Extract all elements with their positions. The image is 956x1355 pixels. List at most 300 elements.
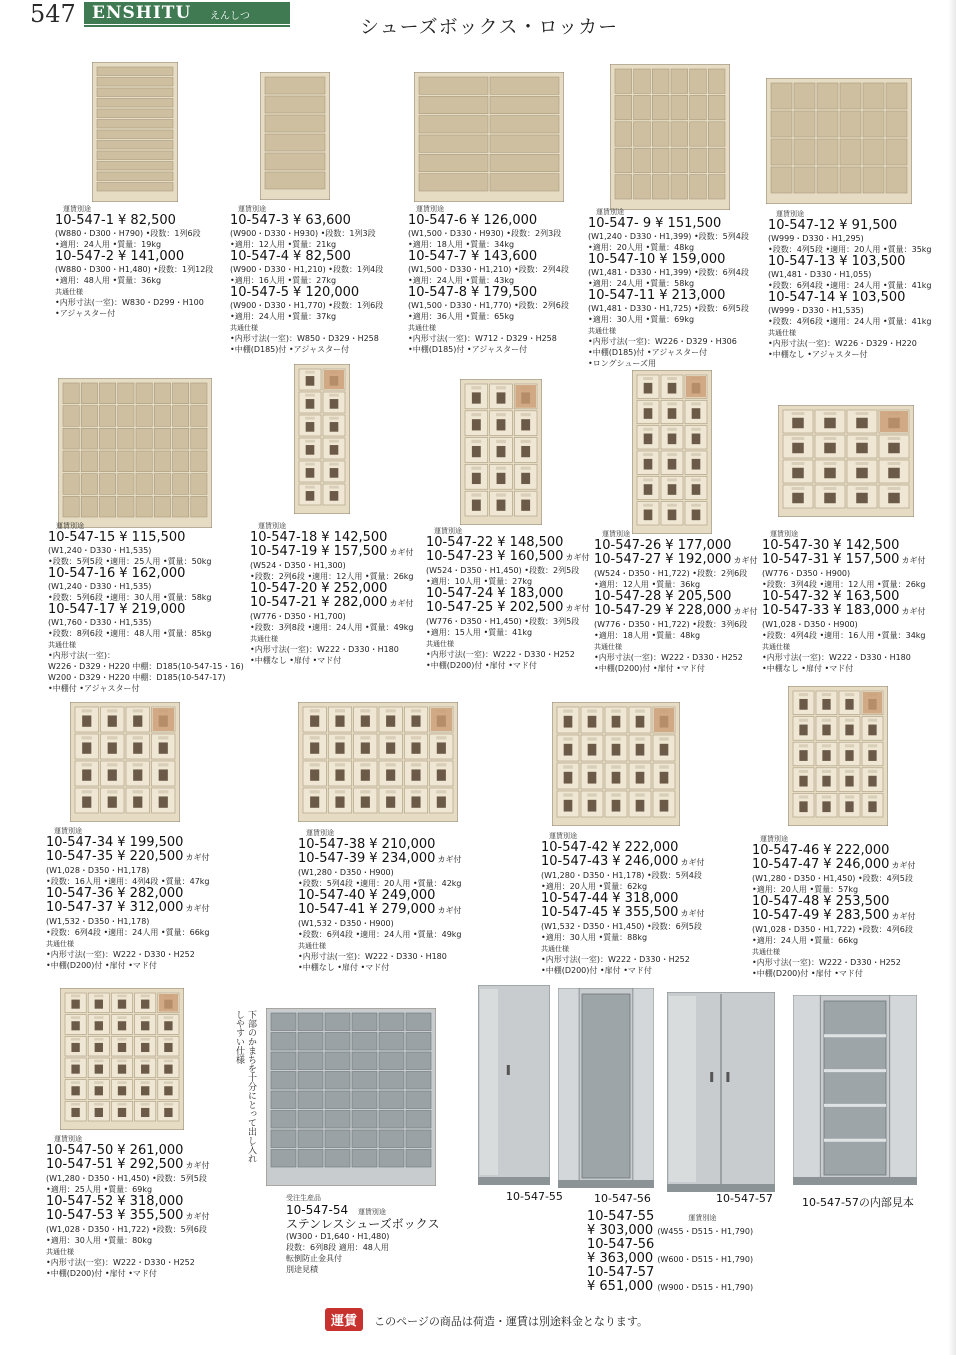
product-price: ¥ 103,500 [839,290,906,305]
product-spec: (W776・D350・H1,700) [250,612,346,621]
product-price: ¥ 82,500 [293,249,351,264]
product-spec: •適用：30人用 •質量：80kg [46,1236,153,1245]
price-row [426,550,589,565]
product-spec: •適用：30人用 •質量：69kg [588,315,695,324]
product-code: 10-547-32 [762,589,830,604]
footer-note: このページの商品は荷造・運賃は別途料金となります。 [374,1314,649,1328]
shoe-locker-icon [788,686,888,826]
shipping-note: 運賃別途 [776,210,804,218]
product-code: 10-547-14 [768,290,836,305]
stainless-cabinet-icon [793,995,917,1185]
product-entry [752,835,915,979]
common-spec-heading: 共通仕様 [762,643,790,651]
product-spec: (W1,500・D330・H1,210) •段数：2列4段 [408,265,569,274]
product-spec: •適用：24人用 •質量：19kg [55,240,162,249]
stainless-cabinet-picture [793,995,917,1185]
price-row [594,553,757,568]
shoe-rack-icon [414,72,564,202]
common-spec-line: •ロングシューズ用 [588,359,656,368]
product-entry [48,522,244,694]
product-entry [46,827,210,971]
product-spec: •適用：18人用 •質量：34kg [408,240,515,249]
stainless-cabinet-icon [478,985,550,1185]
product-spec: (W999・D330・H1,535) [768,306,864,315]
price-row [46,1158,209,1173]
product-price: ¥ 103,500 [839,254,906,269]
product-spec: (W1,280・D350・H1,450) •段数：5列5段 [46,1174,207,1183]
product-code: 10-547-35 [46,849,114,864]
product-code: 10-547-21 [250,595,318,610]
product-price: ¥ 318,000 [117,1194,184,1209]
product-spec: (W776・D350・H1,722) •段数：3列6段 [594,620,748,629]
product-spec: •適用：30人用 •質量：88kg [541,933,648,942]
shipping-note: 運賃別途 [306,829,334,837]
price-row [46,1144,209,1158]
price-row [46,850,210,865]
product-price: ¥ 202,500 [497,600,564,615]
price-row [588,217,749,231]
product-entry [55,205,213,319]
common-spec-line: •中棚(D185)付 •アジャスター付 [230,345,350,354]
shipping-badge: 運賃 [325,1308,363,1331]
common-spec-line: •内形寸法(一室)： [48,651,115,660]
common-spec-heading: 共通仕様 [594,643,622,651]
shoe-locker-icon [70,702,180,822]
shoe-rack-icon [610,64,730,210]
product-spec: •適用：24人用 •質量：66kg [752,936,859,945]
shipping-note: 運賃別途 [434,527,462,535]
cabinet-caption: 10-547-57 [716,1192,773,1205]
price-row [408,286,569,300]
shipping-note: 運賃別途 [596,208,624,216]
product-spec: 別途見積 [286,1265,318,1274]
product-spec: •段数：6列4段 •適用：24人用 •質量：49kg [298,930,462,939]
price-row [541,906,704,921]
product-spec: •適用：12人用 •質量：21kg [230,240,337,249]
lock-option-label: カギ付 [185,1161,210,1170]
product-spec: •段数：8列6段 •適用：48人用 •質量：85kg [48,629,212,638]
product-price: ¥ 142,500 [833,538,900,553]
shoe-locker-icon [778,405,914,517]
common-spec-heading: 共通仕様 [48,641,76,649]
product-code: 10-547-20 [250,581,318,596]
shipping-note: 運賃別途 [357,1208,386,1216]
price-row [55,214,213,228]
product-spec: •段数：4列4段 •適用：16人用 •質量：34kg [762,631,926,640]
price-row [541,892,704,906]
product-price: ¥ 143,600 [471,249,538,264]
product-price: ¥ 183,000 [833,603,900,618]
shoe-locker-picture [778,405,914,517]
product-code: 10-547-28 [594,589,662,604]
product-price: ¥ 157,500 [833,552,900,567]
product-price: ¥ 219,000 [119,602,186,617]
product-code: 10-547-34 [46,835,114,850]
price-row [762,604,926,619]
product-code: 10-547-30 [762,538,830,553]
common-spec-line: •内形寸法(一室)：W222・D330・H252 [752,958,901,967]
product-price: ¥ 363,000 [587,1251,654,1266]
product-spec: •適用：24人用 •質量：37kg [230,312,337,321]
product-price: ¥ 163,500 [833,589,900,604]
common-spec-line: •内形寸法(一室)：W222・D330・H252 [46,1258,195,1267]
price-row [594,590,757,604]
brand-underline [84,25,290,27]
shoe-rack-icon [260,72,330,200]
product-code: 10-547-50 [46,1143,114,1158]
price-row [250,531,414,545]
page-footer [325,1308,648,1330]
product-entry [426,527,589,671]
product-code: 10-547-38 [298,837,366,852]
stainless-cabinet-picture [558,988,654,1188]
product-price: ¥ 179,500 [471,285,538,300]
product-code: 10-547-23 [426,549,494,564]
product-code: 10-547-1 [55,213,115,228]
product-price: ¥ 651,000 [587,1279,654,1294]
product-price: ¥ 246,000 [612,854,679,869]
common-spec-line: •中棚(D185)付 •アジャスター付 [588,348,708,357]
common-spec-line: •中棚なし •扉付 •マド付 [250,656,342,665]
product-spec: (W900・D515・H1,790) [657,1283,754,1292]
common-spec-line: •内形寸法(一室)：W222・D330・H252 [46,950,195,959]
product-code: 10-547-43 [541,854,609,869]
common-spec-heading: 共通仕様 [426,640,454,648]
product-entry [408,205,569,355]
product-spec: 段数：6列8段 適用：48人用 [286,1243,389,1252]
product-entry [46,1135,209,1279]
product-spec: (W1,532・D350・H900) [298,919,394,928]
product-price: ¥ 312,000 [117,900,184,915]
product-spec: •適用：20人用 •質量：62kg [541,882,648,891]
brand-bar [84,2,290,24]
price-row [250,596,414,611]
product-spec: •段数：3列8段 •適用：24人用 •質量：49kg [250,623,414,632]
stainless-cabinet-prices [587,1210,753,1294]
product-entry [588,208,749,369]
product-price: ¥ 228,000 [665,603,732,618]
price-row [426,536,589,550]
product-code: 10-547-2 [55,249,115,264]
product-price: ¥ 148,500 [497,535,564,550]
product-price: ¥ 205,500 [665,589,732,604]
product-code: 10-547-48 [752,894,820,909]
common-spec-line: •中棚(D185)付 •アジャスター付 [408,345,528,354]
product-spec: (W1,240・D330・H1,399) •段数：5列4段 [588,232,749,241]
price-row [426,601,589,616]
product-spec: (W1,481・D330・H1,055) [768,270,872,279]
product-price: ¥ 303,000 [587,1223,654,1238]
price-row [46,1209,209,1224]
product-code: 10-547-16 [48,566,116,581]
product-spec: •段数：5列5段 •適用：25人用 •質量：50kg [48,557,212,566]
product-code: 10-547-37 [46,900,114,915]
product-name: ステンレスシューズボックス [286,1217,440,1231]
lock-option-label: カギ付 [389,548,414,557]
common-spec-line: •内形寸法(一室)：W830・D299・H100 [55,298,204,307]
common-spec-heading: 共通仕様 [46,1248,74,1256]
shoe-rack-icon [58,378,212,528]
made-to-order-badge: 受注生産品 [286,1194,321,1202]
product-code: 10-547-22 [426,535,494,550]
product-price: ¥ 199,500 [117,835,184,850]
lock-option-label: カギ付 [565,553,590,562]
price-row [426,587,589,601]
product-entry [762,530,926,674]
product-code: 10-547-47 [752,857,820,872]
product-code: 10-547-45 [541,905,609,920]
stainless-cabinet-icon [558,988,654,1188]
product-spec: •段数：5列4段 •適用：20人用 •質量：42kg [298,879,462,888]
price-row [55,250,213,264]
shoe-locker-picture [632,370,712,534]
price-row [768,219,932,233]
product-price: ¥ 318,000 [612,891,679,906]
product-code: 10-547-54 [286,1203,349,1217]
lock-option-label: カギ付 [891,861,916,870]
product-price: ¥ 222,000 [823,843,890,858]
page-title: シューズボックス・ロッカー [360,16,619,38]
price-row [48,567,244,581]
product-price: ¥ 253,500 [823,894,890,909]
product-spec: •段数：3列4段 •適用：12人用 •質量：26kg [762,580,926,589]
shoe-rack-picture [92,62,178,202]
product-spec: •段数：5列6段 •適用：30人用 •質量：58kg [48,593,212,602]
common-spec-line: •内形寸法(一室)：W850・D329・H258 [230,334,379,343]
price-row [762,590,926,604]
brand-name: ENSHITU [92,3,192,23]
common-spec-line: •アジャスター付 [55,309,116,318]
product-code: 10-547-7 [408,249,468,264]
product-entry [594,530,757,674]
product-spec: (W524・D350・H1,300) [250,561,346,570]
lock-option-label: カギ付 [733,556,758,565]
price-row [752,895,915,909]
shoe-rack-picture [414,72,564,202]
product-price: ¥ 120,000 [293,285,360,300]
common-spec-line: •内形寸法(一室)：W226・D329・H220 [768,339,917,348]
product-price: ¥ 183,000 [497,586,564,601]
product-price: ¥ 159,000 [659,252,726,267]
price-row [230,214,383,228]
common-spec-heading: 共通仕様 [752,948,780,956]
shoe-locker-picture [298,702,458,822]
product-spec: •段数：2列6段 •適用：12人用 •質量：26kg [250,572,414,581]
product-price: ¥ 282,000 [321,595,388,610]
product-price: ¥ 115,500 [119,530,186,545]
price-row [768,255,932,269]
product-spec: (W524・D350・H1,722) •段数：2列6段 [594,569,748,578]
price-row [408,250,569,264]
product-entry [250,522,414,666]
product-price: ¥ 246,000 [823,857,890,872]
stainless-cabinet-picture [667,992,775,1192]
price-row [46,1195,209,1209]
product-spec: (W1,028・D350・H900) [762,620,858,629]
price-row [762,539,926,553]
common-spec-heading: 共通仕様 [230,324,258,332]
product-code: 10-547-46 [752,843,820,858]
product-price: ¥ 210,000 [369,837,436,852]
lock-option-label: カギ付 [901,607,926,616]
lock-option-label: カギ付 [733,607,758,616]
product-entry [298,829,462,973]
price-row [541,855,704,870]
product-code: 10-547-6 [408,213,468,228]
lock-option-label: カギ付 [437,855,462,864]
product-spec: (W1,481・D330・H1,725) •段数：6列5段 [588,304,749,313]
lock-option-label: カギ付 [891,912,916,921]
lock-option-label: カギ付 [437,906,462,915]
common-spec-heading: 共通仕様 [588,327,616,335]
shipping-note: 運賃別途 [770,530,798,538]
product-spec: (W880・D300・H790) •段数：1列6段 [55,229,201,238]
lock-option-label: カギ付 [565,604,590,613]
product-code: 10-547-49 [752,908,820,923]
price-row [588,253,749,267]
product-spec: (W1,500・D330・H1,770) •段数：2列6段 [408,301,569,310]
common-spec-line: •内形寸法(一室)：W712・D329・H258 [408,334,557,343]
price-row [298,889,462,903]
shipping-note: 運賃別途 [63,205,91,213]
lock-option-label: カギ付 [185,904,210,913]
product-entry [541,832,704,976]
shipping-note: 運賃別途 [238,205,266,213]
common-spec-heading: 共通仕様 [46,940,74,948]
price-row [48,531,244,545]
price-row [298,838,462,852]
product-code: 10-547-15 [48,530,116,545]
product-price: ¥ 252,000 [321,581,388,596]
stainless-feature-note: 下部のかまちを十分にとって出し入れしやすい仕様 [234,1010,256,1163]
product-price: ¥ 222,000 [612,840,679,855]
product-code: 10-547-41 [298,902,366,917]
product-code: 10-547-3 [230,213,290,228]
product-code: 10-547-29 [594,603,662,618]
shipping-note: 運賃別途 [54,1135,82,1143]
page-number: 547 [30,0,76,28]
product-spec: (W1,481・D330・H1,399) •段数：6列4段 [588,268,749,277]
price-row [48,603,244,617]
product-spec: (W1,760・D330・H1,535) [48,618,152,627]
product-code: 10-547-4 [230,249,290,264]
product-spec: •段数：6列4段 •適用：24人用 •質量：41kg [768,281,932,290]
product-price: ¥ 283,500 [823,908,890,923]
common-spec-line: •中棚なし •扉付 •マド付 [298,963,390,972]
product-spec: (W900・D330・H1,770) •段数：1列6段 [230,301,384,310]
product-price: ¥ 261,000 [117,1143,184,1158]
product-spec: •適用：10人用 •質量：27kg [426,577,533,586]
product-code: 10-547- 9 [588,216,652,231]
product-code: 10-547-57 [587,1265,655,1280]
price-row [46,887,210,901]
common-spec-line: •中棚(D200)付 •扉付 •マド付 [594,664,705,673]
product-spec: (W300・D1,640・H1,480) [286,1232,390,1241]
product-spec: •段数：4列5段 •適用：20人用 •質量：35kg [768,245,932,254]
price-row [250,582,414,596]
product-code: 10-547-18 [250,530,318,545]
product-spec: (W1,240・D330・H1,535) [48,546,152,555]
shoe-locker-icon [298,702,458,822]
product-spec: •適用：12人用 •質量：36kg [594,580,701,589]
shipping-note: 運賃別途 [258,522,286,530]
product-price: ¥ 63,600 [293,213,351,228]
common-spec-line: •中棚(D200)付 •扉付 •マド付 [46,1269,157,1278]
product-spec: •適用：24人用 •質量：58kg [588,279,695,288]
cabinet-caption: 10-547-55 [506,1190,563,1203]
product-spec: (W999・D330・H1,295) [768,234,864,243]
product-code: 10-547-55 [587,1209,655,1224]
common-spec-line: •内形寸法(一室)：W226・D329・H306 [588,337,737,346]
product-code: 10-547-51 [46,1157,114,1172]
product-code: 10-547-42 [541,840,609,855]
stainless-shoebox-picture [266,1008,436,1186]
common-spec-line: •中棚(D200)付 •扉付 •マド付 [541,966,652,975]
product-price: ¥ 82,500 [118,213,176,228]
product-spec: •適用：16人用 •質量：27kg [230,276,337,285]
common-spec-line: W226・D329・H220 中棚：D185(10-547-15・16) [48,662,244,671]
product-code: 10-547-13 [768,254,836,269]
product-price: ¥ 220,500 [117,849,184,864]
shipping-note: 運賃別途 [54,827,82,835]
product-code: 10-547-52 [46,1194,114,1209]
price-row [298,852,462,867]
product-price: ¥ 249,000 [369,888,436,903]
cabinet-caption: 10-547-57の内部見本 [802,1196,914,1209]
lock-option-label: カギ付 [389,599,414,608]
product-code: 10-547-8 [408,285,468,300]
shoe-rack-picture [58,378,212,528]
product-code: 10-547-11 [588,288,656,303]
product-price: ¥ 160,500 [497,549,564,564]
shipping-note: 運賃別途 [602,530,630,538]
product-price: ¥ 157,500 [321,544,388,559]
cabinet-caption: 10-547-56 [594,1192,651,1205]
shoe-locker-picture [460,379,542,525]
product-spec: (W880・D300・H1,480) •段数：1列12段 [55,265,214,274]
product-code: 10-547-5 [230,285,290,300]
common-spec-line: •中棚付 •アジャスター付 [48,684,140,693]
product-price: ¥ 142,500 [321,530,388,545]
product-spec: (W1,532・D350・H1,450) •段数：6列5段 [541,922,702,931]
price-row [541,841,704,855]
product-price: ¥ 126,000 [471,213,538,228]
product-spec: •適用：36人用 •質量：65kg [408,312,515,321]
product-price: ¥ 279,000 [369,902,436,917]
product-spec: •適用：18人用 •質量：48kg [594,631,701,640]
price-row [250,545,414,560]
product-price: ¥ 162,000 [119,566,186,581]
price-row [752,844,915,858]
brand-kana: えんしつ [210,11,250,22]
product-entry [230,205,383,355]
product-spec: (W1,028・D350・H1,178) [46,866,150,875]
product-spec: (W1,500・D330・H930) •段数：2列3段 [408,229,562,238]
shoe-rack-picture [260,72,330,200]
shoe-locker-icon [460,379,542,525]
price-row [588,289,749,303]
common-spec-line: •内形寸法(一室)：W222・D330・H252 [541,955,690,964]
common-spec-line: •内形寸法(一室)：W222・D330・H180 [298,952,447,961]
common-spec-line: •中棚(D200)付 •扉付 •マド付 [426,661,537,670]
product-spec: •段数：16人用 •適用：4列4段 •質量：47kg [46,877,210,886]
shipping-note: 運賃別途 [416,205,444,213]
product-spec: (W524・D350・H1,450) •段数：2列5段 [426,566,580,575]
product-spec: (W1,280・D350・H1,178) •段数：5列4段 [541,871,702,880]
product-spec: (W1,028・D350・H1,722) •段数：5列6段 [46,1225,207,1234]
product-code: 10-547-39 [298,851,366,866]
product-price: ¥ 192,000 [665,552,732,567]
